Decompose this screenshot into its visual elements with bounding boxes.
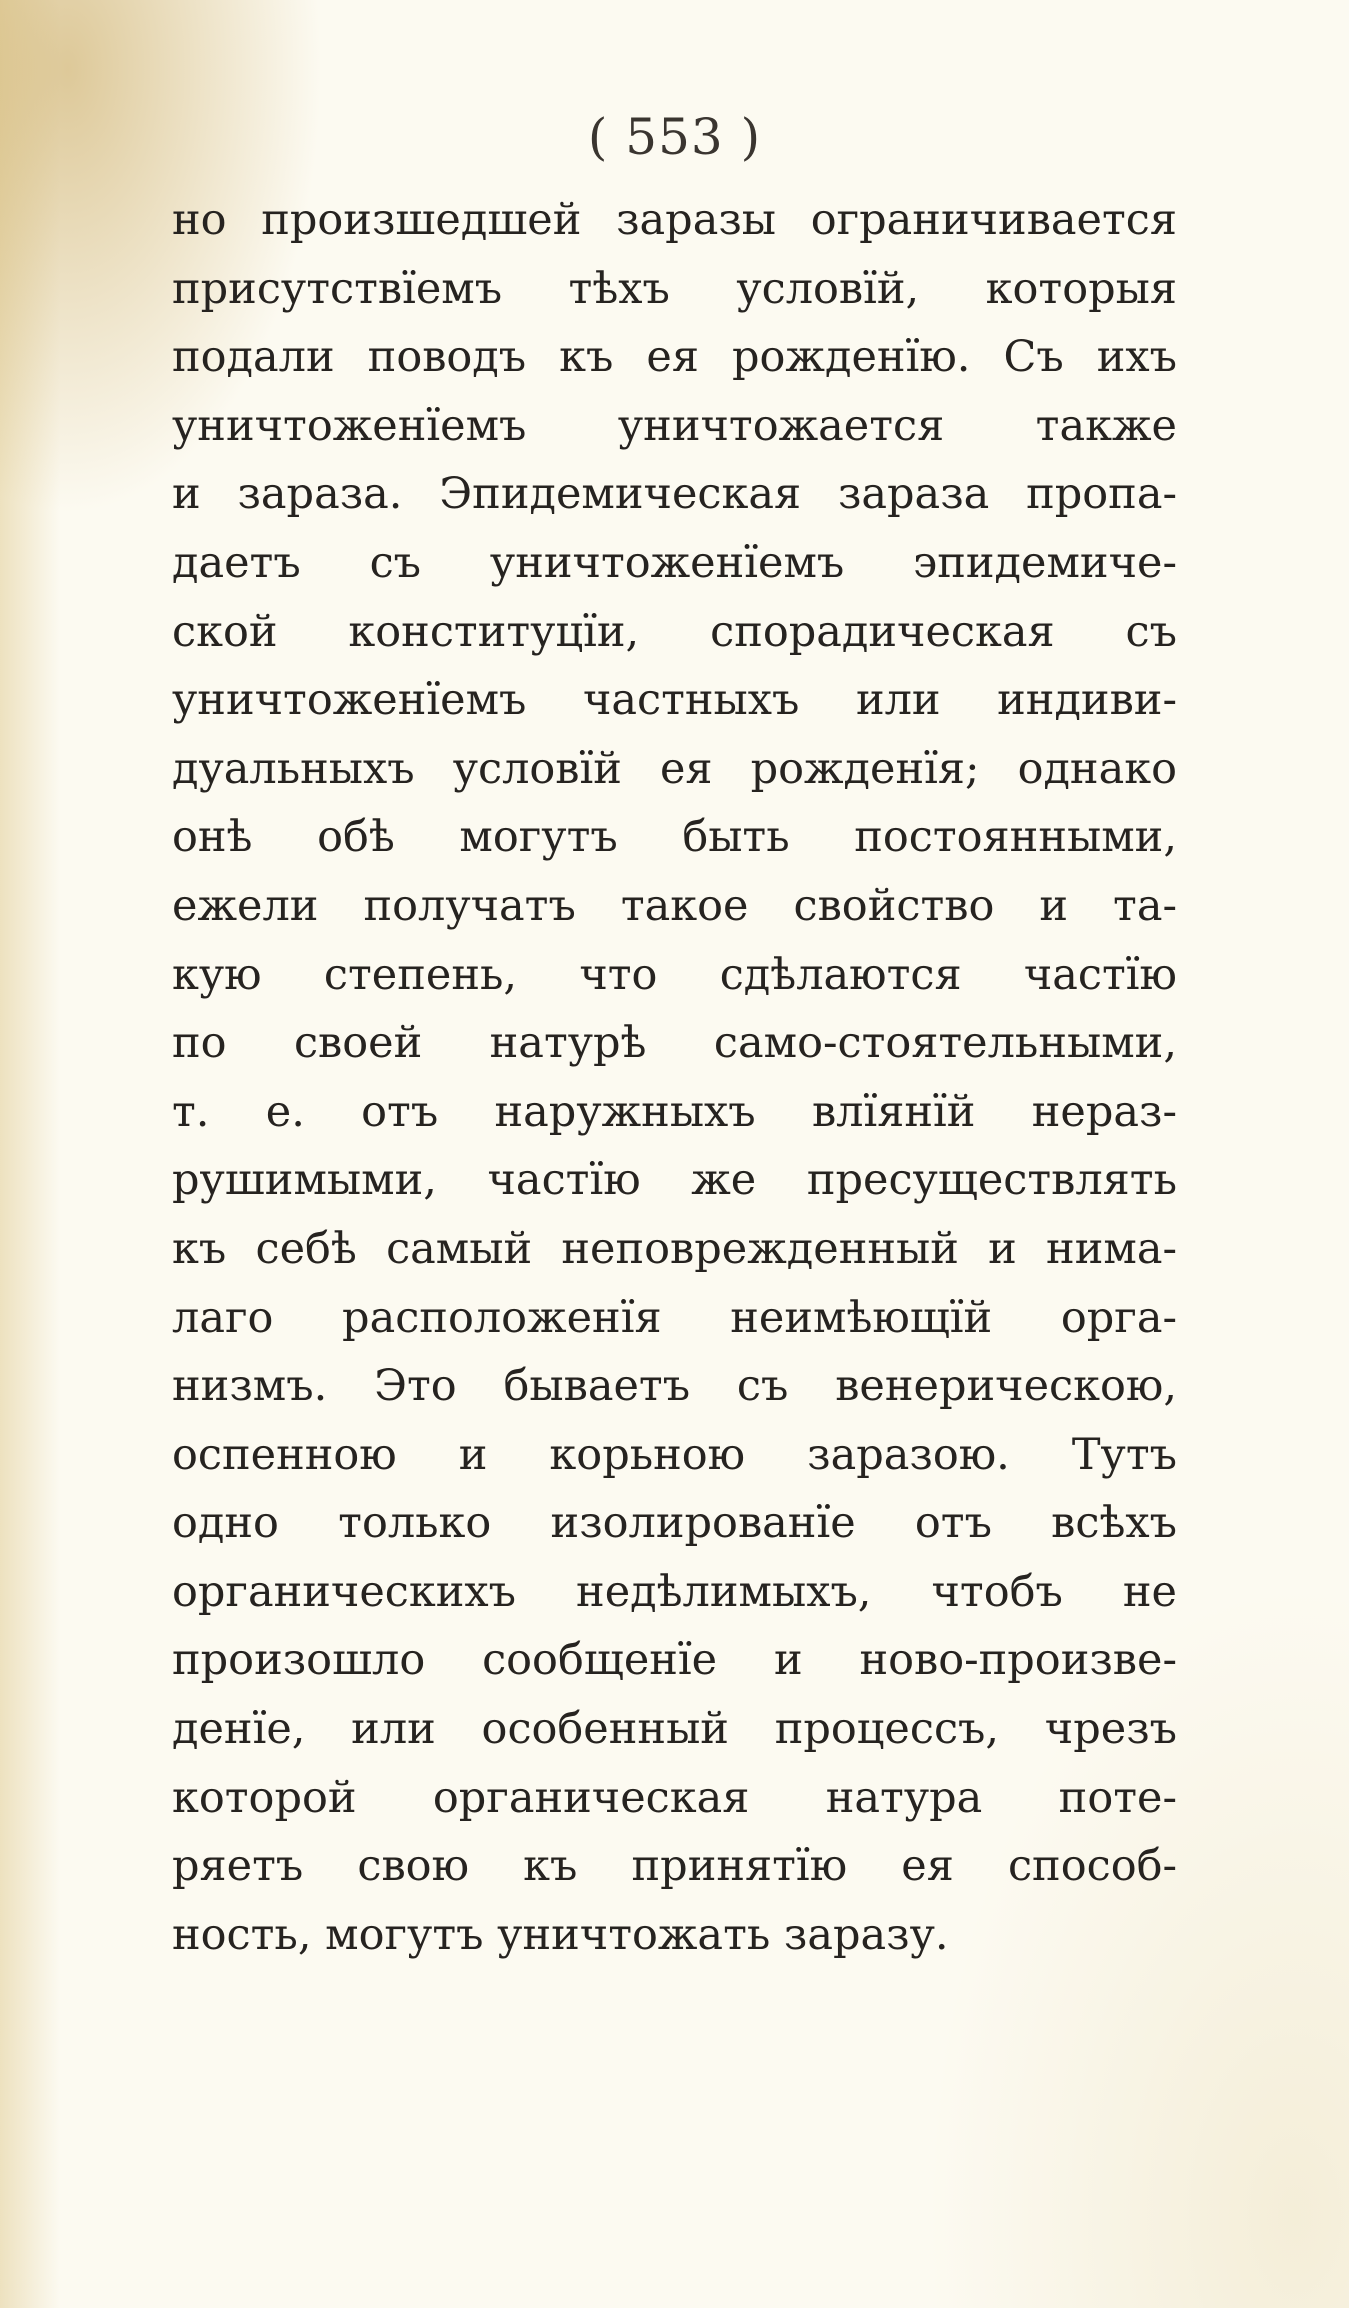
text-line: ряетъ свою къ принятїю ея способ- — [172, 1841, 1177, 1892]
text-line: присутствїемъ тѣхъ условїй, которыя — [172, 263, 1177, 314]
text-line: одно только изолированїе отъ всѣхъ — [172, 1498, 1177, 1549]
text-line: и зараза. Эпидемическая зараза пропа- — [172, 469, 1177, 520]
text-line: онѣ обѣ могутъ быть постоянными, — [172, 812, 1177, 863]
body-text — [172, 186, 1177, 1969]
text-line: уничтоженїемъ уничтожается также — [172, 400, 1177, 451]
text-line: но произшедшей заразы ограничивается — [172, 195, 1177, 245]
text-line: которой органическая натура поте- — [172, 1772, 1177, 1823]
text-line: дуальныхъ условїй ея рожденїя; однако — [172, 743, 1177, 794]
text-line: ность, могутъ уничтожать заразу. — [172, 1909, 949, 1960]
text-line: ежели получатъ такое свойство и та- — [172, 880, 1177, 931]
text-line: даетъ съ уничтоженїемъ эпидемиче- — [172, 537, 1177, 588]
text-line: кую степень, что сдѣлаются частїю — [172, 949, 1177, 1000]
text-line: ской конституцїи, спорадическая съ — [172, 606, 1177, 657]
text-line: органическихъ недѣлимыхъ, чтобъ не — [172, 1566, 1177, 1617]
text-line: уничтоженїемъ частныхъ или индиви- — [172, 675, 1177, 726]
text-line: произошло сообщенїе и ново-произве- — [172, 1635, 1177, 1686]
text-line: къ себѣ самый неповрежденный и нима- — [172, 1223, 1177, 1274]
text-line: лаго расположенїя неимѣющїй орга- — [172, 1292, 1177, 1343]
text-line: оспенною и корьною заразою. Тутъ — [172, 1429, 1177, 1480]
page-number: ( 553 ) — [587, 108, 762, 166]
text-line: низмъ. Это бываетъ съ венерическою, — [172, 1361, 1177, 1412]
text-line: рушимыми, частїю же пресуществлять — [172, 1155, 1177, 1206]
text-line: подали поводъ къ ея рожденїю. Съ ихъ — [172, 332, 1177, 383]
text-line: т. е. отъ наружныхъ влїянїй нераз- — [172, 1086, 1177, 1137]
text-line: денїе, или особенный процессъ, чрезъ — [172, 1704, 1177, 1755]
text-line: по своей натурѣ само-стоятельными, — [172, 1018, 1177, 1069]
